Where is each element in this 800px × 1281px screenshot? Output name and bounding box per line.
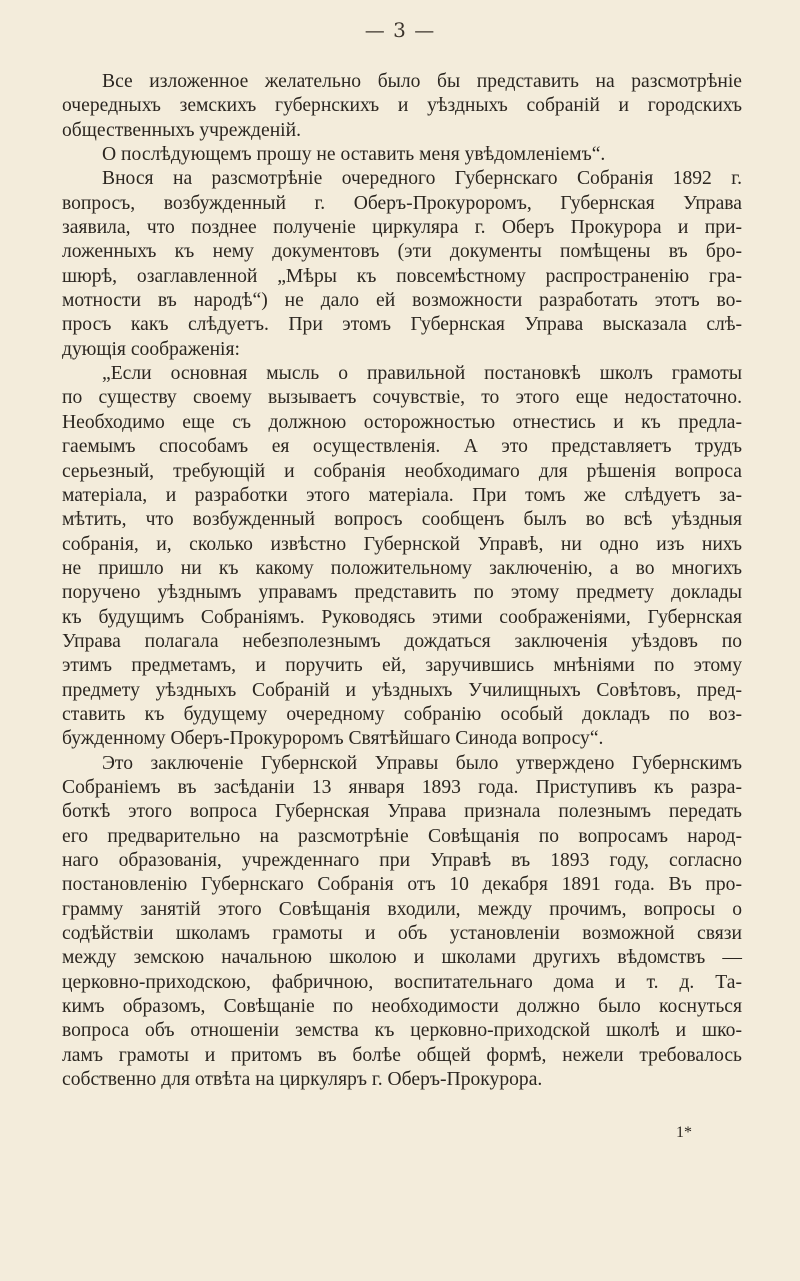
text-line: этимъ предметамъ, и поручить ей, заручившись мнѣніями по этому [62,655,742,677]
text-line: гаемымъ способамъ ея осуществленія. А это представляетъ трудъ [62,436,742,458]
text-line: поручено уѣзднымъ управамъ представить по этому предмету доклады [62,582,742,604]
text-line: Это заключеніе Губернской Управы было утверждено Губернскимъ [102,752,742,774]
text-line: церковно-приходскою, фабричною, воспитательнаго дома и т. д. Та- [62,971,742,993]
text-line: О послѣдующемъ прошу не оставить меня увѣдомленіемъ“. [102,144,606,166]
text-line: Внося на разсмотрѣніе очередного Губернскаго Собранія 1892 г. [102,168,742,190]
text-line: кимъ образомъ, Совѣщаніе по необходимости должно было коснуться [62,996,742,1018]
text-line: предмету уѣздныхъ Собраній и уѣздныхъ Училищныхъ Совѣтовъ, пред- [62,679,742,701]
page-number: — 3 — [364,18,436,42]
text-line: Необходимо еще съ должною осторожностью отнестись и къ предла- [62,411,742,433]
text-line: ложенныхъ къ нему документовъ (эти документы помѣщены въ бро- [62,241,742,263]
signature-mark: 1* [676,1124,692,1141]
text-line: матеріала, и разработки этого матеріала. При томъ же слѣдуетъ за- [62,484,742,506]
text-line: постановленію Губернскаго Собранія отъ 10 декабря 1891 года. Въ про- [62,874,742,896]
text-line: Все изложенное желательно было бы представить на разсмотрѣніе [102,71,742,92]
text-line: бужденному Оберъ-Прокуроромъ Святѣйшаго Синода вопросу“. [62,728,604,750]
text-line: вопросъ, возбужденный г. Оберъ-Прокуроромъ, Губернская Управа [62,192,742,214]
text-line: между земскою начальною школою и школами другихъ вѣдомствъ — [62,947,742,969]
text-line: Управа полагала небезполезнымъ дождаться заключенія уѣздовъ по [62,630,742,652]
text-line: собственно для отвѣта на циркуляръ г. Оберъ-Прокурора. [62,1069,543,1091]
text-line: общественныхъ учрежденій. [62,119,302,141]
text-line: боткѣ этого вопроса Губернская Управа признала полезнымъ передать [62,801,742,823]
text-line: къ будущимъ Собраніямъ. Руководясь этими соображеніями, Губернская [62,606,742,628]
text-line: серьезный, требующій и собранія необходимаго для рѣшенія вопроса [62,460,742,482]
text-line: дующія соображенія: [62,338,240,360]
text-line: просъ какъ слѣдуетъ. При этомъ Губернская Управа высказала слѣ- [62,314,742,336]
text-line: вопроса объ отношеніи земства къ церковно-приходской школѣ и шко- [62,1020,742,1042]
text-line: „Если основная мысль о правильной постановкѣ школъ грамоты [102,363,742,385]
text-line: не пришло ни къ какому положительному заключенію, а во многихъ [62,557,742,579]
text-line: собранія, и, сколько извѣстно Губернской Управѣ, ни одно изъ нихъ [62,533,742,555]
text-line: ламъ грамоты и притомъ въ болѣе общей формѣ, нежели требовалось [62,1044,742,1066]
text-line: его предварительно на разсмотрѣніе Совѣщанія по вопросамъ народ- [62,825,742,847]
text-line: мѣтить, что возбужденный вопросъ сообщенъ былъ во всѣ уѣздныя [62,509,742,531]
body-text [62,70,742,1092]
text-line: очередныхъ земскихъ губернскихъ и уѣздныхъ собраній и городскихъ [62,95,742,117]
text-line: наго образованія, учрежденнаго при Управѣ въ 1893 году, согласно [62,850,742,871]
text-line: ставить къ будущему очередному собранію особый докладъ по воз- [62,703,742,725]
text-line: заявила, что позднее полученіе циркуляра г. Оберъ Прокурора и при- [62,217,742,239]
text-line: по существу своему вызываетъ сочувствіе, то этого еще недостаточно. [62,387,742,409]
text-line: шюрѣ, озаглавленной „Мѣры къ повсемѣстному распространенію гра- [62,265,742,287]
text-line: содѣйствіи школамъ грамоты и объ установленіи возможной связи [62,923,742,945]
text-line: мотности въ народѣ“) не дало ей возможности разработать этотъ во- [62,290,742,312]
text-line: грамму занятій этого Совѣщанія входили, между прочимъ, вопросы о [62,898,742,920]
text-line: Собраніемъ въ засѣданіи 13 января 1893 года. Приступивъ къ разра- [62,776,742,798]
